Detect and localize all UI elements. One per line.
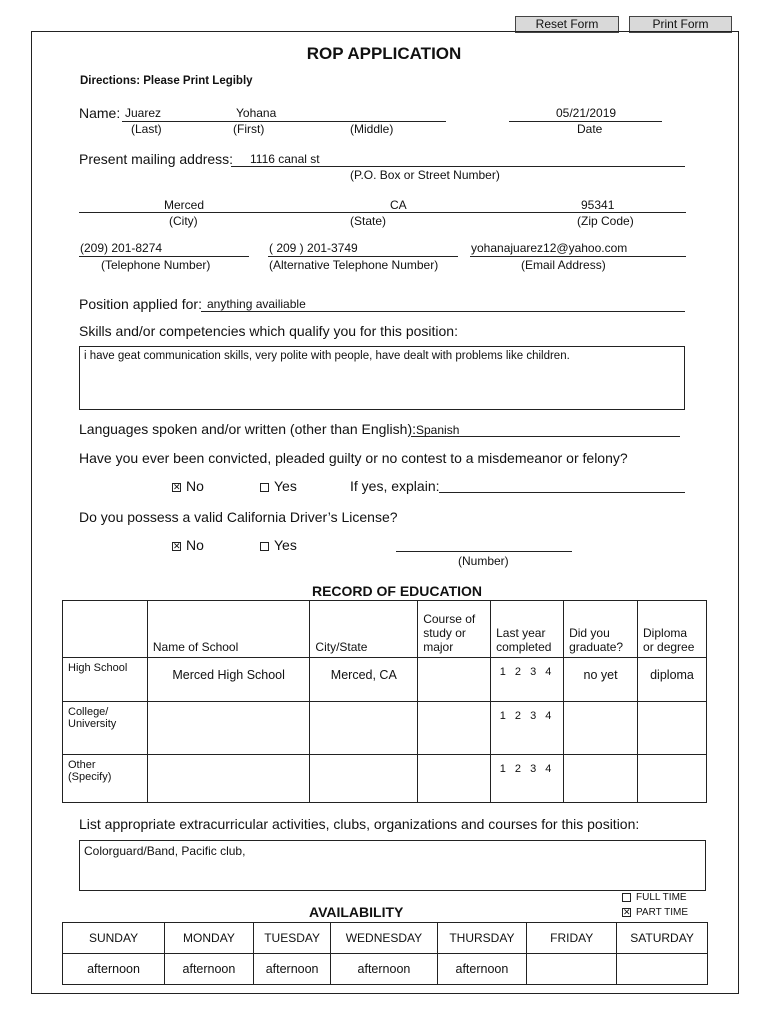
checked-box-icon[interactable]	[622, 908, 631, 917]
row-label: College/ University	[63, 702, 148, 755]
form-title: ROP APPLICATION	[306, 44, 462, 63]
school-cell[interactable]: Merced High School	[147, 658, 310, 702]
address-label: Present mailing address:	[79, 151, 234, 167]
day-wednesday: WEDNESDAY	[331, 923, 437, 954]
availability-tuesday-cell[interactable]: afternoon	[253, 954, 331, 985]
license-question: Do you possess a valid California Driver’s License?	[79, 509, 398, 525]
languages-field[interactable]: Spanish	[416, 423, 460, 437]
availability-monday-cell[interactable]: afternoon	[165, 954, 254, 985]
caption-middle: (Middle)	[350, 122, 394, 136]
graduate-cell[interactable]: no yet	[564, 658, 638, 702]
availability-thursday-cell[interactable]: afternoon	[437, 954, 527, 985]
skills-label: Skills and/or competencies which qualify you for this position:	[79, 323, 458, 339]
phone-field[interactable]: (209) 201-8274	[80, 241, 163, 255]
city-cell[interactable]	[310, 755, 418, 803]
year-cell[interactable]: 1 2 3 4	[491, 658, 564, 702]
caption-street: (P.O. Box or Street Number)	[350, 168, 500, 182]
header-diploma: Diploma or degree	[638, 601, 707, 658]
caption-first: (First)	[233, 122, 265, 136]
caption-number: (Number)	[458, 554, 509, 568]
caption-alt-phone: (Alternative Telephone Number)	[269, 258, 439, 272]
course-cell[interactable]	[418, 658, 491, 702]
caption-city: (City)	[169, 214, 198, 228]
header-year: Last year completed	[491, 601, 564, 658]
day-sunday: SUNDAY	[63, 923, 165, 954]
email-field[interactable]: yohanajuarez12@yahoo.com	[471, 241, 628, 255]
day-monday: MONDAY	[165, 923, 254, 954]
state-field[interactable]: CA	[390, 198, 407, 212]
street-field[interactable]: 1116 canal st	[250, 152, 320, 166]
position-label: Position applied for:	[79, 296, 202, 312]
name-underline	[122, 121, 446, 122]
header-school: Name of School	[147, 601, 310, 658]
day-tuesday: TUESDAY	[253, 923, 331, 954]
table-row	[63, 658, 707, 702]
skills-textarea[interactable]: i have geat communication skills, very polite with people, have dealt with problems like children.	[79, 346, 685, 410]
convicted-question: Have you ever been convicted, pleaded guilty or no contest to a misdemeanor or felony?	[79, 450, 628, 466]
reset-form-button[interactable]: Reset Form	[515, 16, 619, 33]
position-field[interactable]: anything availiable	[207, 297, 306, 311]
print-form-button[interactable]: Print Form	[629, 16, 732, 33]
part-time-option[interactable]: ✕PART TIME	[622, 907, 688, 918]
convicted-no-option[interactable]: ✕No	[172, 478, 204, 494]
full-time-option[interactable]: FULL TIME	[622, 892, 687, 903]
extracurricular-label: List appropriate extracurricular activities, clubs, organizations and courses for this position:	[79, 816, 640, 832]
alt-phone-underline	[268, 256, 458, 257]
explain-field[interactable]	[439, 492, 685, 493]
year-cell[interactable]: 1 2 3 4	[491, 702, 564, 755]
header-city: City/State	[310, 601, 418, 658]
header-blank	[63, 601, 148, 658]
availability-sunday-cell[interactable]: afternoon	[63, 954, 165, 985]
name-label: Name:	[79, 105, 121, 121]
availability-friday-cell[interactable]	[527, 954, 617, 985]
directions: Directions: Please Print Legibly	[80, 75, 253, 87]
row-label: Other (Specify)	[63, 755, 148, 803]
caption-zip: (Zip Code)	[577, 214, 634, 228]
education-table	[62, 600, 707, 803]
zip-field[interactable]: 95341	[581, 198, 615, 212]
school-cell[interactable]	[147, 755, 310, 803]
license-no-option[interactable]: ✕No	[172, 537, 204, 553]
header-graduate: Did you graduate?	[564, 601, 638, 658]
checkbox-icon[interactable]	[260, 542, 269, 551]
day-saturday: SATURDAY	[617, 923, 708, 954]
city-cell[interactable]: Merced, CA	[310, 658, 418, 702]
checked-box-icon[interactable]	[172, 542, 181, 551]
position-underline	[201, 311, 685, 312]
license-number-field[interactable]	[396, 551, 572, 552]
year-cell[interactable]: 1 2 3 4	[491, 755, 564, 803]
checkbox-icon[interactable]	[622, 893, 631, 902]
education-title: RECORD OF EDUCATION	[311, 583, 483, 599]
city-state-zip-underline	[79, 212, 686, 213]
caption-email: (Email Address)	[521, 258, 606, 272]
day-friday: FRIDAY	[527, 923, 617, 954]
convicted-yes-option[interactable]: Yes	[260, 478, 297, 494]
graduate-cell[interactable]	[564, 755, 638, 803]
availability-table	[62, 922, 708, 985]
last-name-field[interactable]: Juarez	[125, 106, 162, 120]
course-cell[interactable]	[418, 755, 491, 803]
email-underline	[470, 256, 686, 257]
table-row	[63, 755, 707, 803]
alt-phone-field[interactable]: ( 209 ) 201-3749	[269, 241, 358, 255]
diploma-cell[interactable]: diploma	[638, 658, 707, 702]
school-cell[interactable]	[147, 702, 310, 755]
row-label: High School	[63, 658, 148, 702]
phone-underline	[79, 256, 249, 257]
availability-title: AVAILABILITY	[309, 904, 404, 920]
languages-label: Languages spoken and/or written (other than English):	[79, 421, 416, 437]
availability-saturday-cell[interactable]	[617, 954, 708, 985]
graduate-cell[interactable]	[564, 702, 638, 755]
explain-label: If yes, explain:	[350, 478, 440, 494]
city-field[interactable]: Merced	[164, 198, 205, 212]
caption-date: Date	[577, 122, 603, 136]
checked-box-icon[interactable]	[172, 483, 181, 492]
diploma-cell[interactable]	[638, 755, 707, 803]
header-course: Course of study or major	[418, 601, 491, 658]
caption-phone: (Telephone Number)	[101, 258, 211, 272]
checkbox-icon[interactable]	[260, 483, 269, 492]
diploma-cell[interactable]	[638, 702, 707, 755]
table-row	[63, 702, 707, 755]
first-name-field[interactable]: Yohana	[236, 106, 277, 120]
caption-last: (Last)	[131, 122, 162, 136]
day-thursday: THURSDAY	[437, 923, 527, 954]
caption-state: (State)	[350, 214, 387, 228]
availability-wednesday-cell[interactable]: afternoon	[331, 954, 437, 985]
course-cell[interactable]	[418, 702, 491, 755]
street-underline	[231, 166, 685, 167]
date-field[interactable]: 05/21/2019	[556, 106, 617, 120]
license-yes-option[interactable]: Yes	[260, 537, 297, 553]
languages-underline	[411, 436, 680, 437]
city-cell[interactable]	[310, 702, 418, 755]
extracurricular-textarea[interactable]: Colorguard/Band, Pacific club,	[79, 840, 706, 891]
